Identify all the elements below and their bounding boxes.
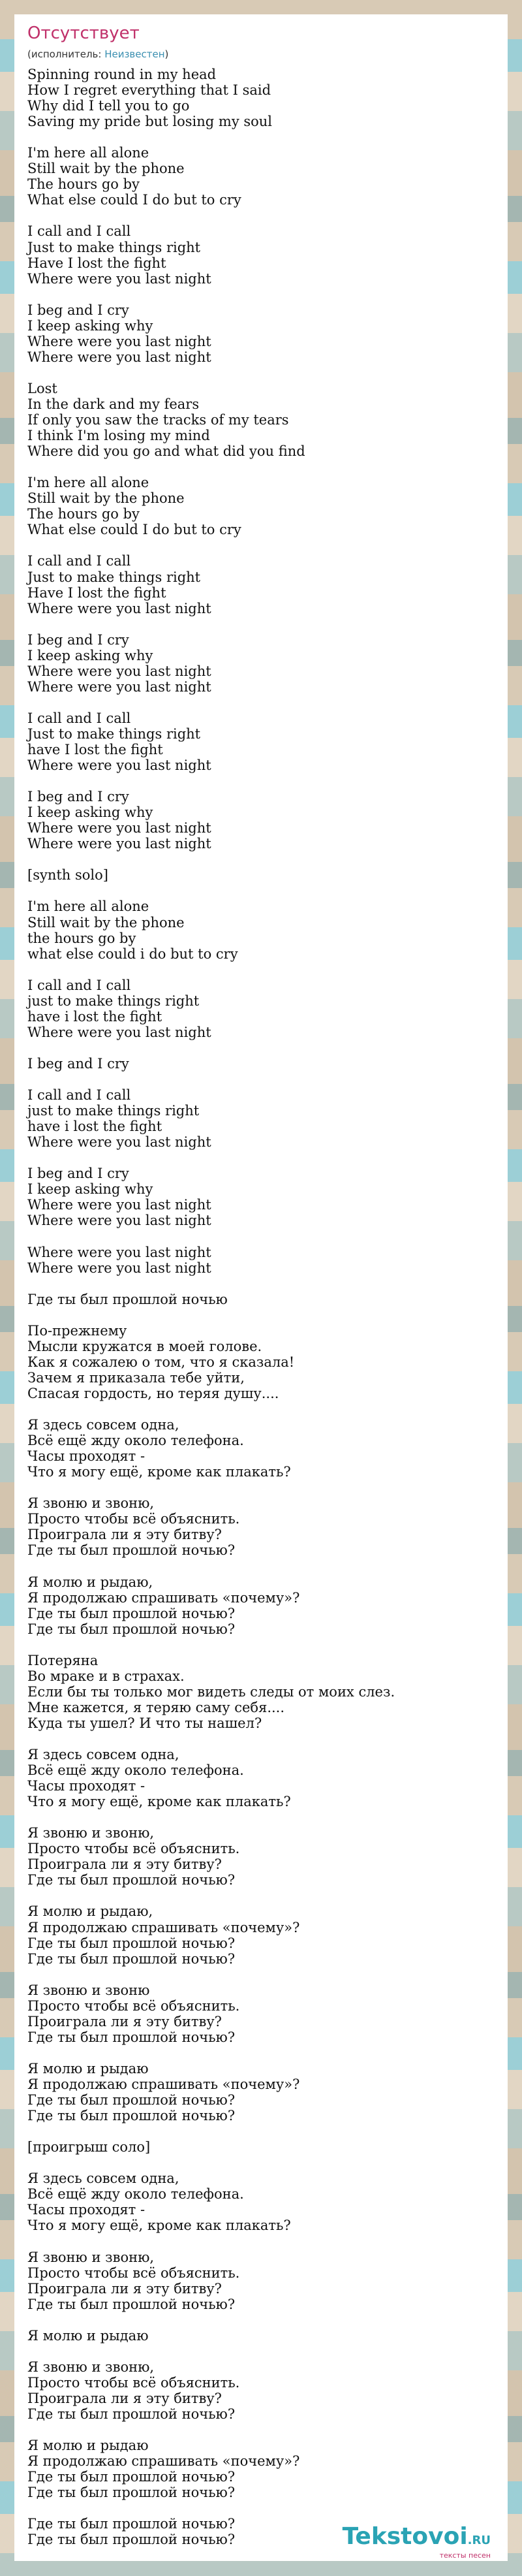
lyric-line: Что я могу ещё, кроме как плакать?	[27, 1794, 291, 1810]
lyric-stanza	[27, 1323, 495, 1401]
lyric-stanza	[27, 2359, 495, 2422]
lyric-stanza	[27, 145, 495, 208]
lyric-line: Где ты был прошлой ночью?	[27, 2532, 236, 2548]
lyric-line: Мне кажется, я теряю саму себя....	[27, 1699, 285, 1715]
lyric-line: Я продолжаю спрашивать «почему»?	[27, 2453, 300, 2470]
lyric-line: Still wait by the phone	[27, 161, 185, 177]
lyric-line: Я молю и рыдаю	[27, 2327, 149, 2344]
lyric-stanza	[27, 1245, 495, 1276]
lyric-line: I keep asking why	[27, 647, 153, 663]
lyrics-panel	[14, 14, 508, 2561]
lyric-line: Where were you last night	[27, 678, 211, 695]
lyric-line: Я молю и рыдаю	[27, 2060, 149, 2076]
lyric-line: Just to make things right	[27, 239, 201, 255]
logo-brand	[343, 2524, 491, 2554]
lyric-line: If only you saw the tracks of my tears	[27, 412, 289, 428]
lyric-line: Просто чтобы всё объяснить.	[27, 1511, 240, 1527]
lyric-line: What else could I do but to cry	[27, 192, 241, 208]
lyric-line: Всё ещё жду около телефона.	[27, 2186, 244, 2202]
lyric-line: Просто чтобы всё объяснить.	[27, 2374, 240, 2391]
lyric-stanza	[27, 381, 495, 459]
lyric-line: Я молю и рыдаю,	[27, 1903, 153, 1920]
lyric-line: I keep asking why	[27, 804, 153, 821]
lyric-line: Я здесь совсем одна,	[27, 2171, 179, 2187]
lyric-line: Я звоню и звоню	[27, 1982, 150, 1998]
lyric-line: Где ты был прошлой ночью?	[27, 2516, 236, 2532]
lyric-line: What else could I do but to cry	[27, 522, 241, 538]
lyric-line: The hours go by	[27, 506, 140, 522]
lyric-stanza	[27, 1825, 495, 1888]
lyric-line: In the dark and my fears	[27, 396, 200, 412]
lyric-stanza	[27, 867, 495, 883]
lyric-line: Где ты был прошлой ночью?	[27, 1935, 236, 1951]
lyric-stanza	[27, 2328, 495, 2344]
artist-prefix: (исполнитель:	[27, 48, 105, 60]
lyric-stanza	[27, 978, 495, 1040]
lyric-line: I'm here all alone	[27, 475, 149, 491]
lyric-line: Have I lost the fight	[27, 584, 166, 601]
lyric-line: Where were you last night	[27, 270, 211, 287]
lyrics-body	[27, 67, 495, 2563]
lyric-stanza	[27, 1056, 495, 1072]
lyric-stanza	[27, 898, 495, 961]
lyric-stanza	[27, 1292, 495, 1307]
lyric-line: just to make things right	[27, 1103, 200, 1119]
lyric-line: How I regret everything that I said	[27, 82, 271, 99]
lyric-line: Где ты был прошлой ночью?	[27, 2485, 236, 2501]
lyric-stanza	[27, 2250, 495, 2312]
lyric-line: Где ты был прошлой ночью?	[27, 2108, 236, 2124]
lyric-line: I keep asking why	[27, 1181, 153, 1198]
lyric-line: Где ты был прошлой ночью	[27, 1291, 228, 1307]
lyric-line: Я звоню и звоню,	[27, 2359, 155, 2375]
lyric-line: Часы проходят -	[27, 2202, 146, 2218]
artist-line	[27, 48, 168, 60]
lyric-line: Я звоню и звоню,	[27, 1825, 155, 1841]
lyric-line: [проигрыш соло]	[27, 2139, 151, 2155]
logo-tld: .RU	[467, 2534, 491, 2547]
lyric-line: Просто чтобы всё объяснить.	[27, 2265, 240, 2281]
lyric-stanza	[27, 1417, 495, 1480]
lyric-line: Я молю и рыдаю	[27, 2438, 149, 2454]
lyric-line: Where were you last night	[27, 1134, 211, 1151]
lyric-line: I call and I call	[27, 710, 131, 726]
lyric-line: Где ты был прошлой ночью?	[27, 1621, 236, 1637]
lyric-line: Where did you go and what did you find	[27, 443, 305, 460]
lyric-line: Просто чтобы всё объяснить.	[27, 1841, 240, 1857]
lyric-line: I think I'm losing my mind	[27, 428, 210, 444]
lyric-line: just to make things right	[27, 993, 200, 1009]
lyric-stanza	[27, 1495, 495, 1558]
lyric-line: Где ты был прошлой ночью?	[27, 2296, 236, 2312]
lyric-line: Where were you last night	[27, 600, 211, 616]
artist-suffix: )	[164, 48, 169, 60]
lyric-line: Where were you last night	[27, 1024, 211, 1040]
lyric-line: Где ты был прошлой ночью?	[27, 1542, 236, 1559]
lyric-line: Я звоню и звоню,	[27, 1495, 155, 1512]
lyric-stanza	[27, 1166, 495, 1228]
lyric-line: Где ты был прошлой ночью?	[27, 1872, 236, 1888]
lyric-line: Что я могу ещё, кроме как плакать?	[27, 1464, 291, 1480]
lyric-line: I beg and I cry	[27, 302, 129, 318]
lyric-line: Where were you last night	[27, 1260, 211, 1276]
lyric-line: Проиграла ли я эту битву?	[27, 2280, 222, 2297]
lyric-line: I call and I call	[27, 223, 131, 240]
lyric-stanza	[27, 223, 495, 286]
lyric-line: I call and I call	[27, 977, 131, 993]
lyric-stanza	[27, 1653, 495, 1731]
lyric-line: Still wait by the phone	[27, 490, 185, 507]
lyric-line: Часы проходят -	[27, 1778, 146, 1794]
lyric-line: Как я сожалею о том, что я сказала!	[27, 1354, 295, 1370]
lyric-line: Просто чтобы всё объяснить.	[27, 1997, 240, 2014]
lyric-line: Just to make things right	[27, 725, 201, 742]
lyric-stanza	[27, 553, 495, 616]
lyric-line: Где ты был прошлой ночью?	[27, 2029, 236, 2045]
lyric-stanza	[27, 632, 495, 695]
lyric-line: Где ты был прошлой ночью?	[27, 2092, 236, 2108]
lyric-line: Spinning round in my head	[27, 67, 217, 82]
lyric-line: По-прежнему	[27, 1322, 127, 1339]
lyric-line: Where were you last night	[27, 333, 211, 349]
site-logo[interactable]	[343, 2524, 491, 2560]
lyric-line: what else could i do but to cry	[27, 946, 238, 962]
lyric-line: I beg and I cry	[27, 789, 129, 805]
lyric-line: I beg and I cry	[27, 631, 129, 648]
lyric-line: Я продолжаю спрашивать «почему»?	[27, 1919, 300, 1935]
lyric-line: Где ты был прошлой ночью?	[27, 1605, 236, 1621]
lyric-line: The hours go by	[27, 176, 140, 193]
lyric-line: Мысли кружатся в моей голове.	[27, 1338, 262, 1354]
lyric-stanza	[27, 1087, 495, 1150]
lyric-stanza	[27, 1903, 495, 1966]
lyric-line: I beg and I cry	[27, 1166, 129, 1182]
lyric-line: Всё ещё жду около телефона.	[27, 1433, 244, 1449]
lyric-line: Where were you last night	[27, 757, 211, 774]
lyric-line: Saving my pride but losing my soul	[27, 114, 273, 130]
lyric-line: Where were you last night	[27, 663, 211, 679]
lyric-line: Я продолжаю спрашивать «почему»?	[27, 2076, 300, 2092]
lyric-line: I beg and I cry	[27, 1055, 129, 1072]
lyric-line: I call and I call	[27, 1087, 131, 1104]
lyric-stanza	[27, 710, 495, 773]
lyric-line: Я молю и рыдаю,	[27, 1574, 153, 1590]
lyric-stanza	[27, 789, 495, 851]
lyric-stanza	[27, 67, 495, 129]
lyric-line: Что я могу ещё, кроме как плакать?	[27, 2218, 291, 2234]
lyric-line: have I lost the fight	[27, 742, 163, 758]
artist-link[interactable]: Неизвестен	[104, 48, 165, 60]
lyric-line: Куда ты ушел? И что ты нашел?	[27, 1715, 262, 1731]
lyric-line: [synth solo]	[27, 867, 108, 883]
lyric-line: Я продолжаю спрашивать «почему»?	[27, 1589, 300, 1606]
lyric-line: I'm here all alone	[27, 145, 149, 161]
song-title: Отсутствует	[27, 24, 140, 43]
lyric-stanza	[27, 302, 495, 365]
lyric-line: Why did I tell you to go	[27, 98, 190, 114]
lyric-line: Всё ещё жду около телефона.	[27, 1762, 244, 1779]
lyric-line: Потеряна	[27, 1652, 99, 1668]
lyric-line: Если бы ты только мог видеть следы от моих слез.	[27, 1683, 395, 1700]
lyric-line: Just to make things right	[27, 569, 201, 585]
lyric-line: Проиграла ли я эту битву?	[27, 2013, 222, 2029]
lyric-line: I call and I call	[27, 553, 131, 569]
lyric-line: Где ты был прошлой ночью?	[27, 2469, 236, 2485]
lyric-line: have i lost the fight	[27, 1008, 162, 1025]
lyric-stanza	[27, 2061, 495, 2123]
lyric-stanza	[27, 2171, 495, 2233]
lyric-stanza	[27, 2438, 495, 2500]
lyric-line: Still wait by the phone	[27, 914, 185, 930]
lyric-line: Where were you last night	[27, 1213, 211, 1229]
lyric-line: Проиграла ли я эту битву?	[27, 2390, 222, 2406]
lyric-line: Where were you last night	[27, 820, 211, 836]
lyric-line: Я здесь совсем одна,	[27, 1747, 179, 1763]
logo-brand-name: Tekstovoi	[342, 2523, 468, 2550]
lyric-line: Где ты был прошлой ночью?	[27, 1950, 236, 1967]
lyric-stanza	[27, 475, 495, 537]
lyric-line: have i lost the fight	[27, 1119, 162, 1135]
lyric-stanza	[27, 1747, 495, 1809]
logo-tagline: тексты песен	[439, 2551, 491, 2560]
lyric-line: I'm here all alone	[27, 898, 149, 915]
lyric-line: Во мраке и в страхах.	[27, 1668, 185, 1684]
lyric-line: Спасая гордость, но теряя душу....	[27, 1385, 279, 1401]
lyric-line: Зачем я приказала тебе уйти,	[27, 1369, 245, 1386]
lyric-line: Я здесь совсем одна,	[27, 1417, 179, 1433]
lyric-stanza	[27, 1574, 495, 1637]
lyric-line: I keep asking why	[27, 317, 153, 334]
lyric-line: Проиграла ли я эту битву?	[27, 1527, 222, 1543]
lyric-stanza	[27, 1982, 495, 2045]
lyric-line: Проиграла ли я эту битву?	[27, 1856, 222, 1873]
lyric-stanza	[27, 2139, 495, 2155]
lyric-line: Я звоню и звоню,	[27, 2249, 155, 2265]
lyric-line: Where were you last night	[27, 836, 211, 852]
lyric-line: Where were you last night	[27, 1244, 211, 1260]
lyric-line: Where were you last night	[27, 1197, 211, 1213]
lyric-line: Lost	[27, 380, 57, 396]
lyric-line: Часы проходят -	[27, 1448, 146, 1465]
lyric-line: the hours go by	[27, 930, 136, 946]
lyric-line: Где ты был прошлой ночью?	[27, 2406, 236, 2422]
lyric-line: Where were you last night	[27, 349, 211, 365]
lyric-line: Have I lost the fight	[27, 255, 166, 271]
